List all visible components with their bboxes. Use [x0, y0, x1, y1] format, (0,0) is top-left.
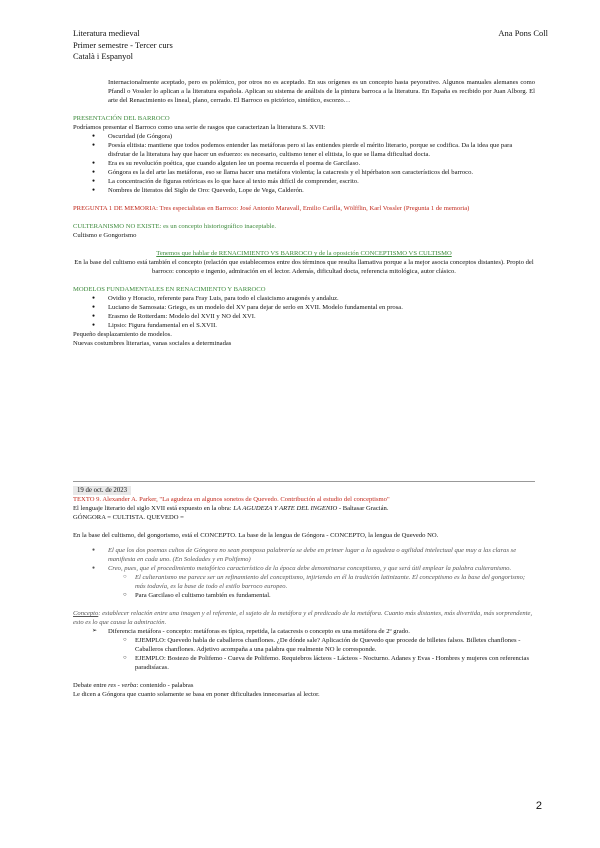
- texto-line-1: [73, 504, 535, 513]
- presentacion-list: [73, 132, 535, 195]
- list-item: ● La concentración de figuras retóricas es lo que hace al texto más difícil de comprender, escrito.: [88, 177, 535, 186]
- culteranismo-heading-rest: es un concepto historiográfico inaceptable.: [161, 223, 277, 230]
- concepto-definition: [73, 609, 535, 627]
- page-number: 2: [535, 800, 542, 812]
- texto-heading: TEXTO 9. Alexander A. Parker, "La agudeza en algunos sonetos de Quevedo. Contribución al estudio del conceptismo": [73, 496, 390, 503]
- debate-b: res - verba: [108, 682, 137, 689]
- modelos-note-1: Pequeño desplazamiento de modelos.: [73, 331, 172, 338]
- page-content-lower: [73, 486, 535, 699]
- modelos-list: [73, 294, 535, 330]
- modelos-note-2: Nuevas costumbres literarias, vanas sociales a determinadas: [73, 340, 232, 347]
- language-info: Català i Espanyol: [73, 51, 133, 61]
- debate-line: [73, 681, 535, 690]
- debate-line-2: Le dicen a Góngora que cuanto solamente se basa en poner dificultades innecesarias al lector.: [73, 691, 320, 698]
- concepto-text: : establecer relación entre una imagen y el referente, el sujeto de la metáfora y el predicado de la metáfora. Cuanto más distantes, más divertida, más sorprendente, esto es lo que causa la admiración.: [73, 610, 533, 626]
- list-item: ● Ovidio y Horacio, referente para Fray Luis, para todo el clasicismo aragonés y andaluz.: [88, 294, 535, 303]
- example-item: ○ EJEMPLO: Quevedo habla de caballeros chanflones. ¿De dónde sale? Aplicación de Quevedo que procede de billetes falsos. Billetes chanflones - Caballeros chanflones. Adjetivo acompaña a una palabra que realmente NO le corresponde.: [123, 636, 535, 654]
- list-item: ● Poesía elitista: mantiene que todos podemos entender las metáforas pero si las entiendes pierde el mérito literario, porque se codifica. Da la idea que para disfrutar de la literatura hay que hacer un esfuerzo: es necesario, cultismo tener el elitista, lo que se llama dificultad docta.: [88, 141, 535, 159]
- debate-a: Debate entre: [73, 682, 109, 689]
- author-name: Ana Pons Coll: [498, 28, 548, 38]
- arrow-item: ➢ Diferencia metáfora - concepto: metáforas es típica, repetida, la catacresis o concepto es una metáfora de 2º grado.: [88, 627, 535, 636]
- tenemos-title: Tenemos que hablar de RENACIMIENTO VS BARROCO y de la oposición CONCEPTISMO VS CULTISMO: [156, 250, 452, 257]
- texto-line-1a: El lenguaje literario del siglo XVII está expuesto en la obra:: [73, 505, 234, 512]
- quote-item: ● Creo, pues, que el procedimiento metafórico característico de la época debe denominarse conceptismo, y que será útil emplear la palabra culteranismo.: [88, 564, 535, 573]
- culteranismo-subline: Cultismo e Gongorismo: [73, 232, 137, 239]
- quote-list: [73, 546, 535, 573]
- list-item: ● Erasmo de Rotterdam: Modelo del XVII y NO del XVI.: [88, 312, 535, 321]
- presentacion-lead: Podríamos presentar el Barroco como una serie de rasgos que caracterizan la literatura S. XVII:: [73, 124, 326, 131]
- list-item: ● Era es su revolución poética, que cuando alguien lee un poema recuerda el poema de Garcilaso.: [88, 159, 535, 168]
- subquote-list: [73, 573, 535, 600]
- date-badge: 19 de oct. de 2023: [73, 486, 131, 495]
- example-list: [73, 636, 535, 672]
- subquote-item: ○ Para Garcilaso el cultismo también es fundamental.: [123, 591, 535, 600]
- texto-work-title: LA AGUDEZA Y ARTE DEL INGENIO: [233, 505, 338, 512]
- section-heading-modelos: MODELOS FUNDAMENTALES EN RENACIMIENTO Y BARROCO: [73, 286, 266, 293]
- list-item: ● Góngora es la del arte las metáforas, eso se llama hacer una metáfora violenta; la catacresis y el hipérbaton son característicos del barroco.: [88, 168, 535, 177]
- tenemos-body: En la base del cultismo está también el concepto (relación que establecemos entre dos términos que resulta llamativa porque a la mejor asocia conceptos distantes). Propio del barroco: concepto e ingenio, admiración en el lector. Además, dificultad docta, referencia mitológica, autor clásico.: [74, 259, 534, 275]
- quote-item: ● El que los dos poemas cultos de Góngora no sean pomposa palabrería se debe en primer lugar a la agudeza o agilidad intelectual que muy a las claras se manifiesta en cada uno. (En Soledades y en Polifemo): [88, 546, 535, 564]
- section-heading-presentacion: PRESENTACIÓN DEL BARROCO: [73, 115, 170, 122]
- concepto-label: Concepto: [73, 610, 99, 617]
- texto-line-3: En la base del cultismo, del gongorismo, está el CONCEPTO. La base de la lengua de Góngora - CONCEPTO, la lengua de Quevedo NO.: [73, 532, 439, 539]
- texto-line-1c: - Baltasar Gracián.: [337, 505, 389, 512]
- page-content: [73, 78, 535, 348]
- page-header-left: [73, 28, 173, 63]
- intro-paragraph: Internacionalmente aceptado, pero es polémico, por otros no es aceptado. En sus orígenes es un concepto hasta peyorativo. Algunos manuales alemanes como Pfandl o Vossler lo aplican a la literatura española. Aplican su sistema de análisis de la pintura barroca a la literatura. En España es recibido por Juan Alborg. El arte del Renacimiento es lineal, plano, cerrado. El Barroco es pictórico, sintético, escorzo…: [108, 79, 535, 104]
- course-name: Literatura medieval: [73, 28, 140, 38]
- texto-line-2: GÓNGORA = CULTISTA. QUEVEDO =: [73, 514, 184, 521]
- pregunta-memoria: PREGUNTA 1 DE MEMORIA: Tres especialistas en Barroco: José Antonio Maravall, Emilio Carilla, Wölfflin, Karl Vossler (Pregunta 1 de memoria): [73, 205, 470, 212]
- section-divider: [73, 481, 535, 482]
- semester-info: Primer semestre - Tercer curs: [73, 39, 173, 50]
- list-item: ● Luciano de Samosata: Griego, es un modelo del XV para dejar de serlo en XVII. Modelo fundamental en prosa.: [88, 303, 535, 312]
- debate-c: : contenido - palabras: [136, 682, 194, 689]
- concepto-arrow-list: [73, 627, 535, 636]
- list-item: ● Lipsio: Figura fundamental en el S.XVII.: [88, 321, 535, 330]
- list-item: ● Nombres de literatos del Siglo de Oro: Quevedo, Lope de Vega, Calderón.: [88, 186, 535, 195]
- culteranismo-heading: CULTERANISMO NO EXISTE:: [73, 223, 162, 230]
- subquote-item: ○ El culteranismo me parece ser un refinamiento del conceptismo, injiriendo en él la tradición latinizante. El conceptismo es la base del gongorismo; más todavía, es la base de todo el estilo barroco europeo.: [123, 573, 535, 591]
- list-item: ● Oscuridad (de Góngora): [88, 132, 535, 141]
- culteranismo-line: [73, 222, 535, 231]
- example-item: ○ EJEMPLO: Bostezo de Polifemo - Cueva de Polifemo. Requiebros lácteos - Lácteos - Nocturno. Adanes y Evas - Hombres y mujeres con referencias paradisíacas.: [123, 654, 535, 672]
